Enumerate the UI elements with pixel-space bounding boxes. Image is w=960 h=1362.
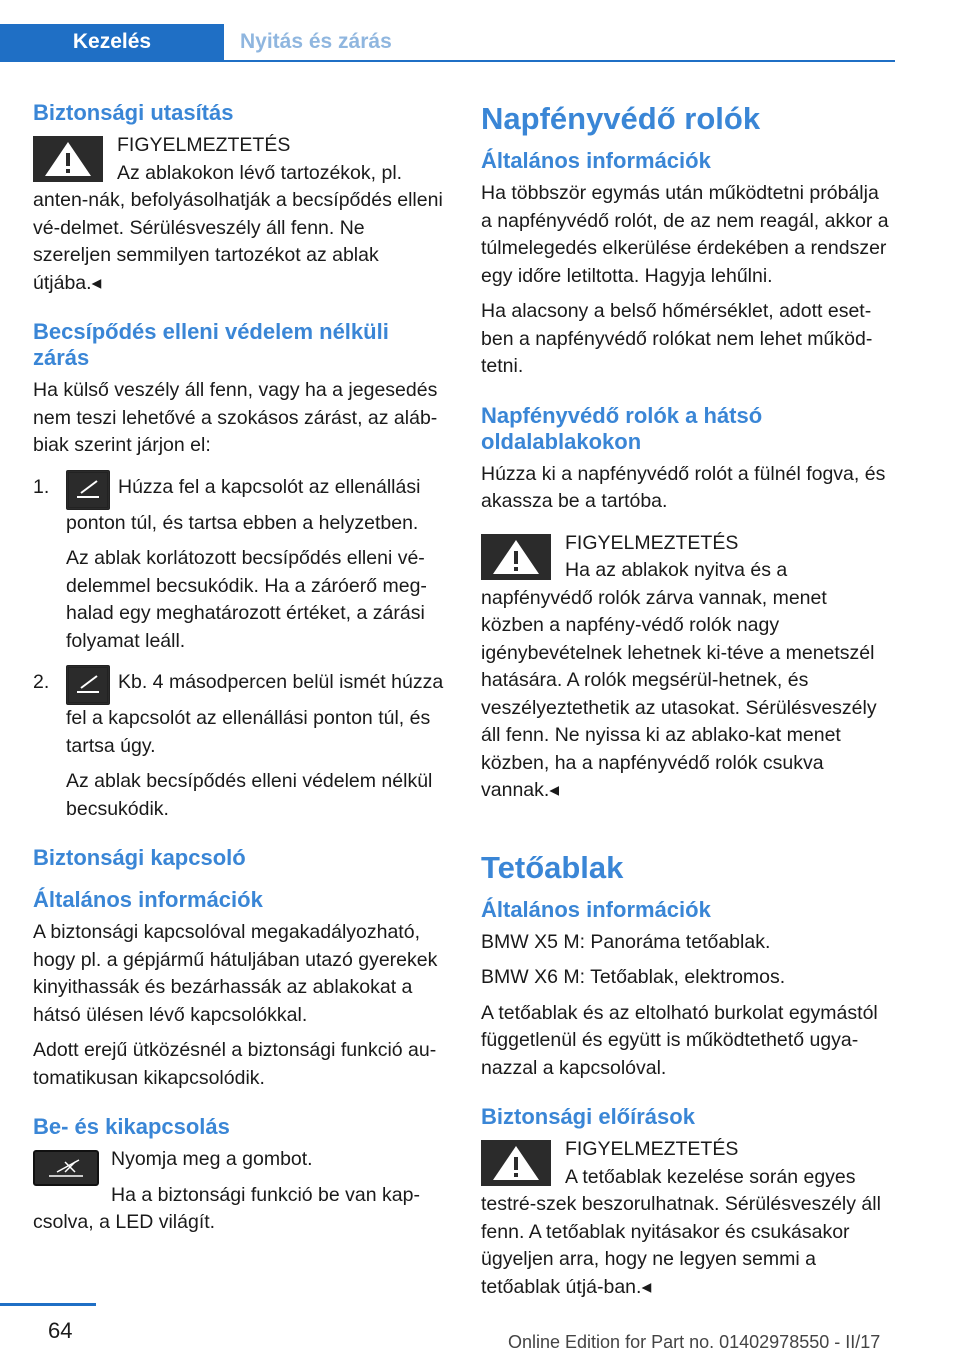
header-divider: [0, 60, 895, 62]
sunblind-heading: Napfényvédő rolók: [481, 101, 761, 136]
list-item: [33, 669, 445, 823]
safety-switch-heading: Biztonsági kapcsoló: [33, 845, 246, 870]
warning-text: Ha az ablakok nyitva és a napfényvédő rolók zárva vannak, menet közben a napfény-védő rolók nagy igénybevételnek lehetnek ki-téve a menetszél hatására. A rolók megsérül-hetnek, és veszélyeztethetik az utasokat. Sérülésveszély áll fenn. Ne nyissa ki az ablako-kat menet közben, ha a napfényvédő rolók csukva vannak.◂: [481, 559, 877, 801]
edition-info: Online Edition for Part no. 01402978550 - II/17: [508, 1332, 881, 1352]
step-number: 2.: [33, 671, 50, 693]
list-item: [33, 474, 445, 656]
general-info-heading: Általános információk: [481, 148, 711, 173]
rear-paragraph: Húzza ki a napfényvédő rolót a fülnél fogva, és akassza be a tartóba.: [481, 462, 886, 512]
pinch-intro-text: Ha külső veszély áll fenn, vagy ha a jegesedés nem teszi lehetővé a szokásos zárást, az aláb-biak szerint járjon el:: [33, 379, 438, 456]
warning-block-3: [481, 1136, 895, 1301]
general-paragraph: A biztonsági kapcsolóval megakadályozható, hogy pl. a gépjármű hátuljában utazó gyerekek kinyithassák és bezárhassák az ablakokat a hátsó ülésen lévő kapcsolókkal.: [33, 921, 438, 1026]
on-off-heading: Be- és kikapcsolás: [33, 1114, 230, 1139]
on-off-text: Nyomja meg a gombot.: [111, 1148, 313, 1170]
step-number: 1.: [33, 475, 50, 498]
sunroof-heading: Tetőablak: [481, 849, 624, 885]
warning-block-2: [481, 530, 895, 805]
pinch-protection-heading: Becsípődés elleni védelem nélküli zárás: [33, 319, 389, 370]
warning-label: FIGYELMEZTETÉS: [117, 134, 291, 156]
safety-rules-heading: Biztonsági előírások: [481, 1104, 695, 1129]
step-text: Húzza fel a kapcsolót az ellenállási ponton túl, és tartsa ebben a helyzetben.: [66, 475, 421, 534]
window-switch-icon: [66, 665, 110, 705]
roof-paragraph: BMW X5 M: Panoráma tetőablak.: [481, 930, 771, 953]
on-off-text: Ha a biztonsági funkció be van kap-csolva, a LED világít.: [33, 1183, 420, 1233]
safety-switch-button-icon: [33, 1150, 99, 1186]
right-column: [481, 100, 895, 1309]
general-info-heading: Általános információk: [33, 887, 263, 912]
warning-triangle-icon: [481, 534, 551, 580]
page-number: 64: [48, 1318, 73, 1343]
window-switch-icon: [66, 470, 110, 510]
roof-paragraph: A tetőablak és az eltolható burkolat egymástól függetlenül és együtt is működtethető ugya-nazzal a kapcsolóval.: [481, 1001, 878, 1079]
step-subtext: Az ablak korlátozott becsípődés elleni vé-delemmel becsukódik. Ha a záróerő meg-halad egy meghatározott értéket, a zárási folyamat leáll.: [66, 547, 427, 652]
warning-text: A tetőablak kezelése során egyes testré-szek beszorulhatnak. Sérülésveszély áll fenn. A tetőablak nyitásakor és csukásakor ügyeljen arra, hogy ne legyen semmi a tetőablak útjá-ban.◂: [481, 1165, 881, 1298]
roof-paragraph: BMW X6 M: Tetőablak, elektromos.: [481, 966, 786, 988]
general-paragraph: Ha alacsony a belső hőmérséklet, adott eset-ben a napfényvédő rolókat nem lehet működ-tetni.: [481, 300, 873, 377]
tab-nyitas-es-zaras[interactable]: Nyitás és zárás: [240, 30, 392, 53]
page-header: [0, 0, 895, 62]
left-column: [33, 100, 445, 1245]
step-text: Kb. 4 másodpercen belül ismét húzza fel a kapcsolót az ellenállási ponton túl, és tartsa úgy.: [66, 671, 444, 757]
footer-divider: [0, 1303, 96, 1306]
warning-block-1: [33, 132, 445, 297]
on-off-block: [33, 1146, 445, 1245]
warning-text: Az ablakokon lévő tartozékok, pl. anten-nák, befolyásolhatják a becsípődés elleni vé-delmet. Sérülésveszély áll fenn. Ne szereljen semmilyen tartozékot az ablak útjába.◂: [33, 161, 443, 294]
warning-triangle-icon: [481, 1140, 551, 1186]
warning-triangle-icon: [33, 136, 103, 182]
general-paragraph: Ha többször egymás után működtetni próbálja a napfényvédő rolót, de az nem reagál, akkor a túlmelegedés elkerülése érdekében a rendszer egy időre letiltotta. Hagyja lehűlni.: [481, 182, 889, 287]
general-info-heading: Általános információk: [481, 896, 711, 922]
warning-label: FIGYELMEZTETÉS: [565, 531, 739, 554]
warning-label: FIGYELMEZTETÉS: [565, 1138, 739, 1160]
safety-instruction-heading: Biztonsági utasítás: [33, 100, 234, 125]
step-subtext: Az ablak becsípődés elleni védelem nélkül becsukódik.: [66, 770, 433, 820]
tab-kezeles[interactable]: Kezelés: [0, 24, 224, 60]
general-paragraph: Adott erejű ütközésnél a biztonsági funkció au-tomatikusan kikapcsolódik.: [33, 1039, 437, 1089]
rear-sunblind-heading: Napfényvédő rolók a hátsó oldalablakokon: [481, 402, 763, 454]
